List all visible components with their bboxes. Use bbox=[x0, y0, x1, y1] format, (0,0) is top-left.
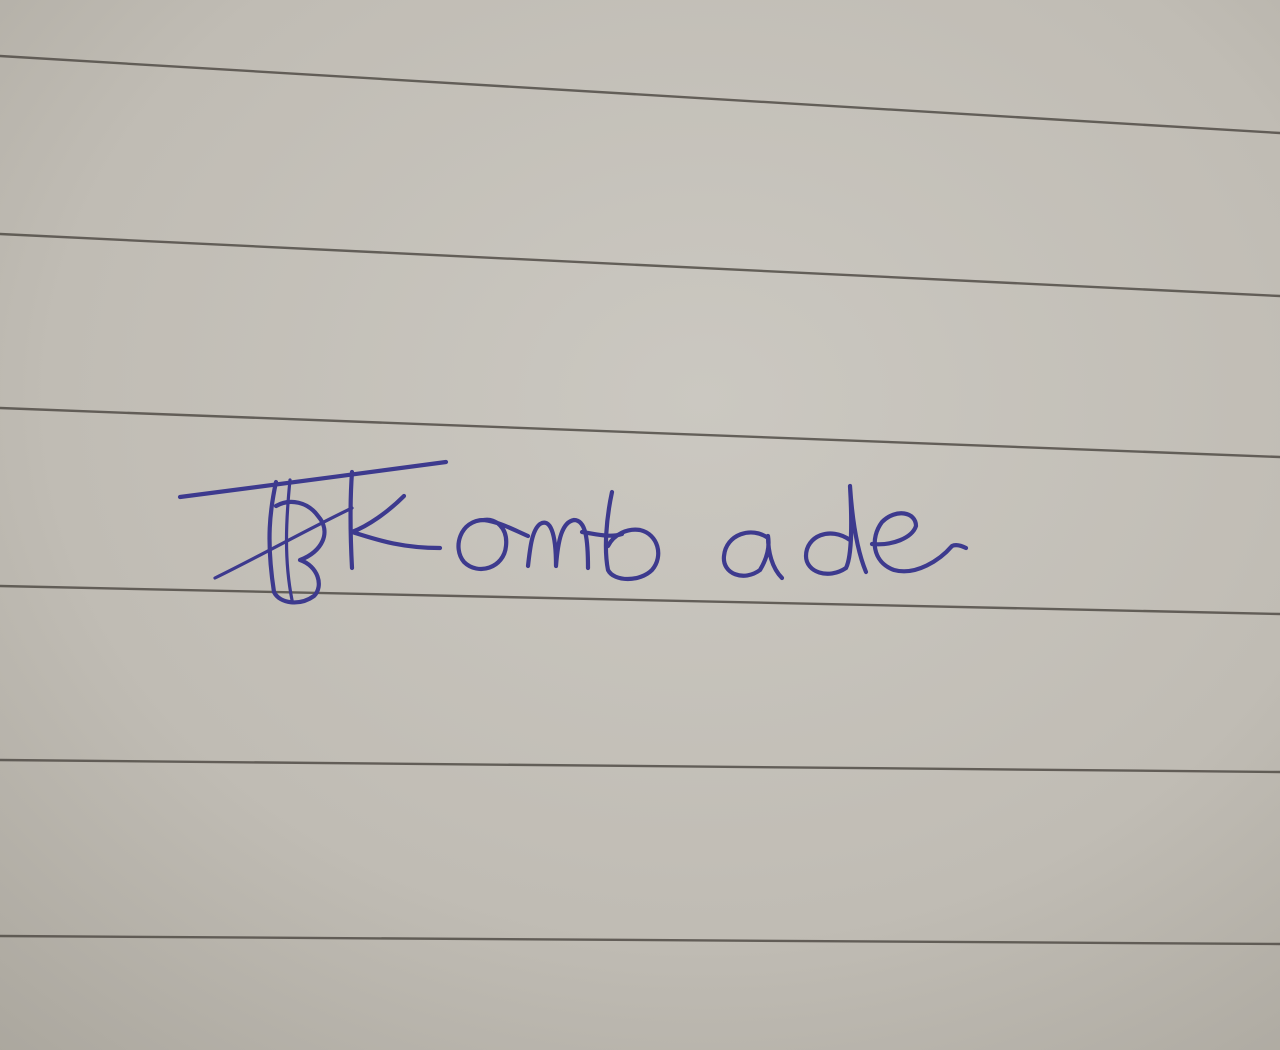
signature-stroke bbox=[351, 472, 353, 568]
